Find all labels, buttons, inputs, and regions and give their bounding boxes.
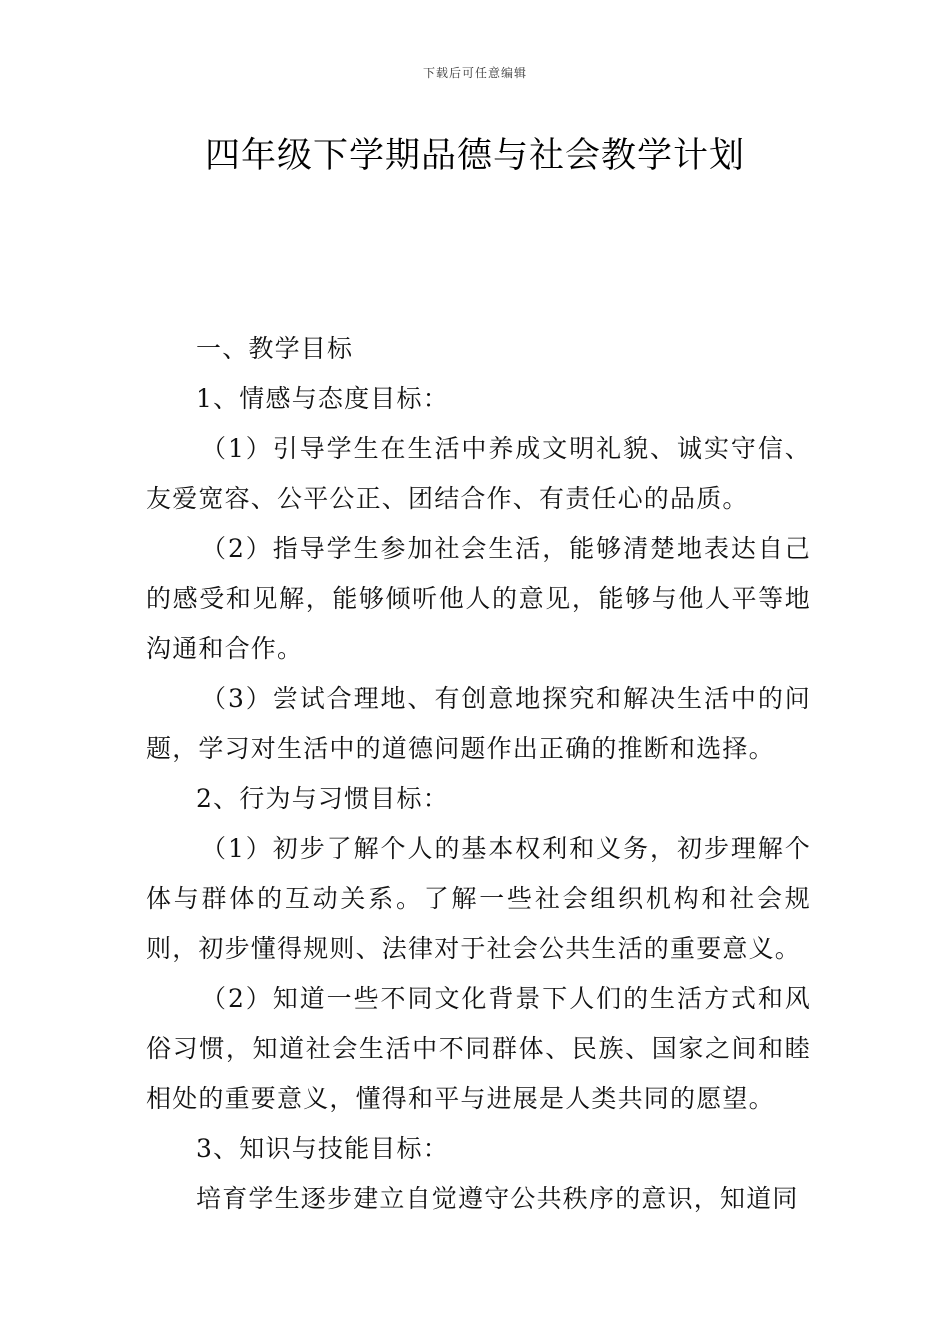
paragraph-emotion-2: （2）指导学生参加社会生活，能够清楚地表达自己的感受和见解，能够倾听他人的意见，能够与他人平等地沟通和合作。 bbox=[146, 534, 811, 663]
paragraph-knowledge-1: 培育学生逐步建立自觉遵守公共秩序的意识，知道同 bbox=[196, 1184, 799, 1213]
paragraph-emotion-3: （3）尝试合理地、有创意地探究和解决生活中的问题，学习对生活中的道德问题作出正确的推断和选择。 bbox=[146, 684, 811, 763]
section-heading-teaching-goals: 一、教学目标 bbox=[196, 334, 354, 363]
subheading-behavior-habit: 2、行为与习惯目标： bbox=[196, 784, 449, 813]
paragraph-behavior-1: （1）初步了解个人的基本权利和义务，初步理解个体与群体的互动关系。了解一些社会组织机构和社会规则，初步懂得规则、法律对于社会公共生活的重要意义。 bbox=[146, 834, 811, 963]
document-title: 四年级下学期品德与社会教学计划 bbox=[204, 136, 745, 176]
subheading-emotion-attitude: 1、情感与态度目标： bbox=[196, 384, 449, 413]
paragraph-emotion-1: （1）引导学生在生活中养成文明礼貌、诚实守信、友爱宽容、公平公正、团结合作、有责任心的品质。 bbox=[146, 434, 811, 513]
header-note: 下载后可任意编辑 bbox=[422, 66, 527, 80]
document-body bbox=[146, 324, 811, 1224]
paragraph-behavior-2: （2）知道一些不同文化背景下人们的生活方式和风俗习惯，知道社会生活中不同群体、民族、国家之间和睦相处的重要意义，懂得和平与进展是人类共同的愿望。 bbox=[146, 984, 811, 1113]
subheading-knowledge-skill: 3、知识与技能目标： bbox=[196, 1134, 449, 1163]
